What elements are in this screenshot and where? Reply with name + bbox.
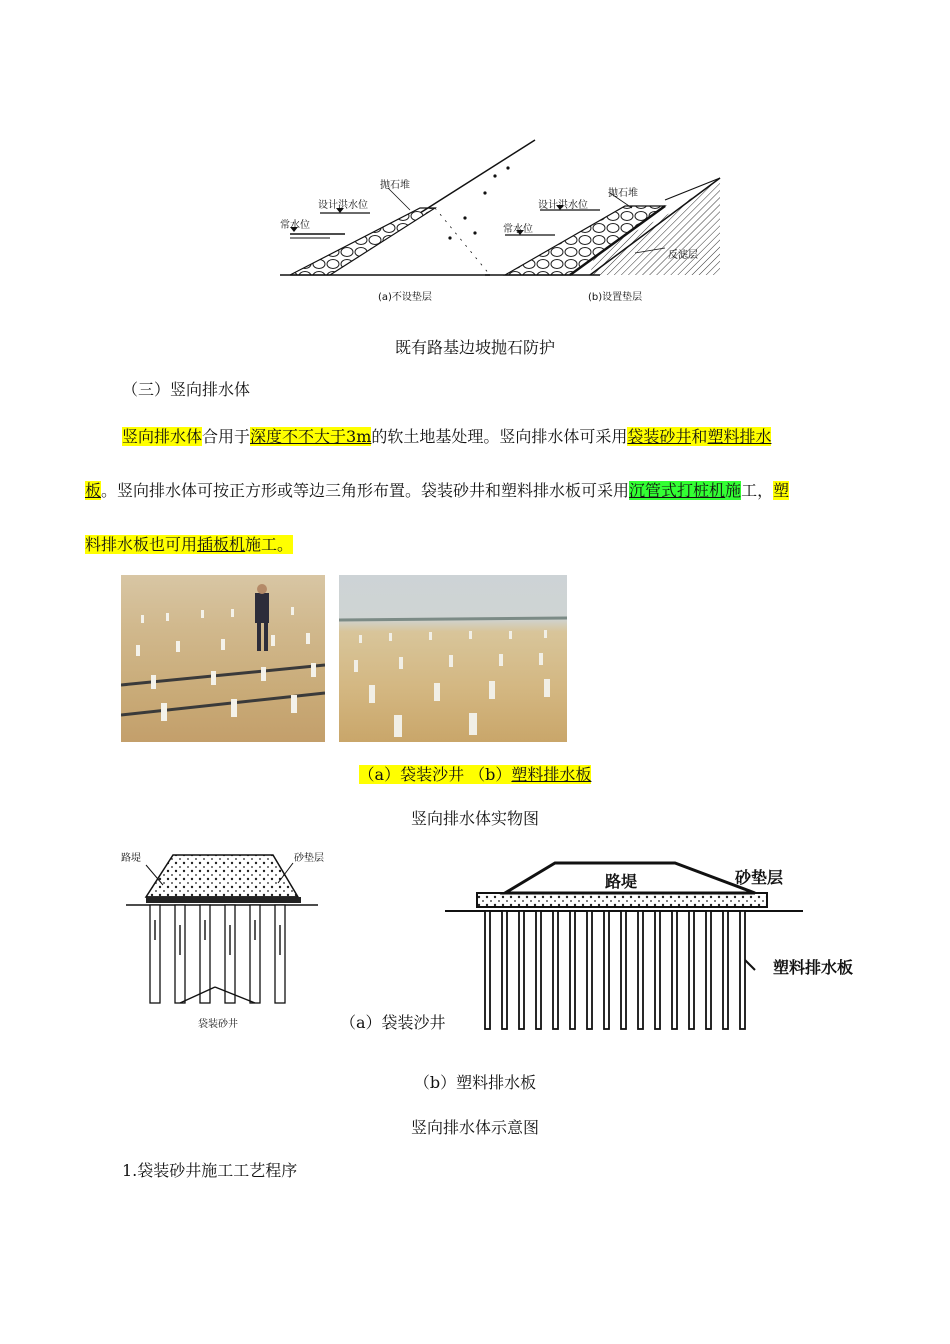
paragraph-line-2 xyxy=(85,481,789,501)
diagram-plastic-drain-svg xyxy=(445,855,865,1035)
label-riprap-b: 抛石堆 xyxy=(608,188,638,199)
hl-plastic-board: 料排水板也可用 xyxy=(85,535,198,554)
paragraph-line-1 xyxy=(122,427,771,447)
hl-plastic-drain: 塑料排水 xyxy=(707,427,772,446)
schematic-caption: 竖向排水体示意图 xyxy=(410,1118,539,1137)
label-riprap-a: 抛石堆 xyxy=(380,180,410,191)
diagram-plastic-drain xyxy=(445,855,865,1035)
text-layout: 。竖向排水体可按正方形或等边三角形布置。袋装砂井和塑料排水板可采用 xyxy=(101,481,630,500)
label-design-flood-a: 设计洪水位 xyxy=(318,200,368,211)
figure-caption-riprap: 既有路基边坡抛石防护 xyxy=(394,338,555,357)
photo-figure-caption: 竖向排水体实物图 xyxy=(410,809,539,828)
hl-plastic-start: 塑 xyxy=(773,481,790,500)
diagram-b-sand-cushion-label: 砂垫层 xyxy=(735,868,784,887)
section-heading: （三）竖向排水体 xyxy=(122,380,251,399)
label-normal-water-b: 常水位 xyxy=(503,224,533,235)
hl-sand-wells: 袋装砂井 xyxy=(627,427,692,446)
label-normal-water-a: 常水位 xyxy=(280,220,310,231)
hl-vertical-drain: 竖向排水体 xyxy=(122,427,203,446)
diagram-b-drain-board-label: 塑料排水板 xyxy=(773,958,854,977)
text-soft-soil: 的软土地基处理。竖向排水体可采用 xyxy=(371,427,628,446)
photo-sand-wells-svg xyxy=(121,575,325,742)
hl-construction: 施工。 xyxy=(245,535,294,554)
text-work: 工， xyxy=(741,481,774,500)
photo-sand-wells xyxy=(121,575,325,742)
riprap-diagram-svg xyxy=(270,138,730,310)
hl-board: 板 xyxy=(85,481,102,500)
diagram-a-caption: （a）袋装沙井 xyxy=(340,1013,446,1032)
photo-caption-a: （a）袋装沙井 （b） xyxy=(358,765,512,784)
label-design-flood-b: 设计洪水位 xyxy=(538,200,588,211)
riprap-diagram xyxy=(270,138,730,310)
photo-plastic-drain xyxy=(339,575,567,742)
diagram-b-caption: （b）塑料排水板 xyxy=(413,1073,537,1092)
hl-construct: 施 xyxy=(725,481,742,500)
diagram-a-sand-cushion-label: 砂垫层 xyxy=(294,853,324,864)
photo-caption xyxy=(0,762,950,785)
diagram-a-embankment-label: 路堤 xyxy=(121,853,141,864)
diagram-sand-wells-svg xyxy=(118,845,328,1035)
diagram-a-sand-wells-label: 袋装砂井 xyxy=(198,1019,238,1030)
label-caption-a: (a)不设垫层 xyxy=(378,292,432,303)
hl-inserter: 插板机 xyxy=(197,535,246,554)
diagram-sand-wells xyxy=(118,845,328,1035)
label-caption-b: (b)设置垫层 xyxy=(588,292,643,303)
diagram-b-embankment-label: 路堤 xyxy=(605,872,638,891)
photo-caption-b: 塑料排水板 xyxy=(511,765,592,784)
hl-depth: 深度不不大于3m xyxy=(250,427,372,446)
photo-plastic-drain-svg xyxy=(339,575,567,742)
hl-pile-driver: 沉管式打桩机 xyxy=(629,481,726,500)
step-heading: 1.袋装砂井施工工艺程序 xyxy=(122,1161,298,1180)
paragraph-line-3 xyxy=(85,535,293,555)
text-applies-to: 合用于 xyxy=(202,427,251,446)
hl-and: 和 xyxy=(691,427,708,446)
label-filter-layer-b: 反滤层 xyxy=(668,250,698,261)
